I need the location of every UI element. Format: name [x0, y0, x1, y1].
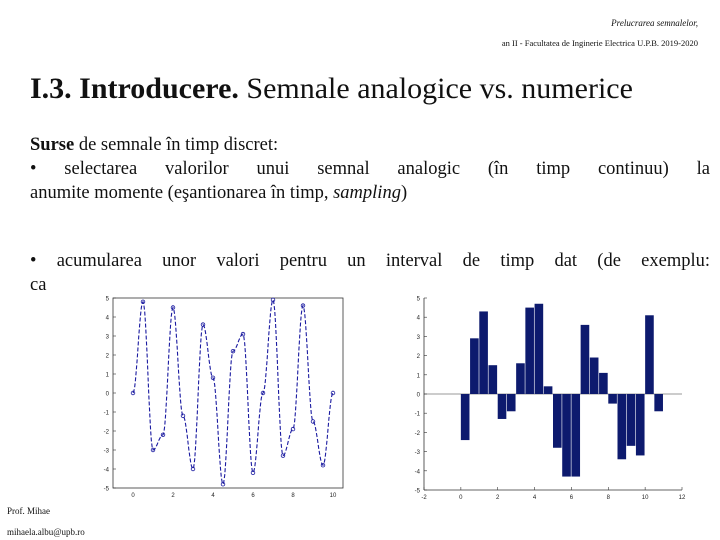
- y-tick-label: 3: [105, 334, 109, 341]
- y-tick-label: 5: [416, 296, 420, 303]
- title-bold: I.3. Introducere.: [30, 72, 239, 105]
- y-tick-label: 0: [416, 392, 420, 399]
- x-tick-label: 2: [171, 493, 175, 499]
- plot-frame: [113, 298, 343, 488]
- sampling-text-a: anumite momente (eşantionarea în timp,: [30, 183, 334, 203]
- sources-word: Surse: [30, 135, 75, 155]
- y-tick-label: -5: [414, 488, 420, 495]
- y-tick-label: 5: [105, 296, 109, 303]
- x-tick-label: 10: [329, 493, 337, 499]
- y-tick-label: 1: [416, 373, 420, 380]
- y-tick-label: -1: [103, 410, 109, 417]
- y-tick-label: 0: [105, 391, 109, 398]
- y-tick-label: -3: [103, 448, 109, 455]
- x-tick-label: 0: [131, 493, 135, 499]
- y-tick-label: 4: [416, 315, 420, 322]
- bullet-sampling: • selectarea valorilor unui semnal analogic (în timp continuu) la: [30, 159, 710, 179]
- bar: [571, 394, 580, 477]
- y-tick-label: -5: [103, 486, 109, 493]
- y-tick-label: -4: [414, 469, 420, 476]
- x-tick-label: 8: [291, 493, 295, 499]
- institution-header: an II - Facultatea de Inginerie Electrica U.P.B. 2019-2020: [501, 38, 698, 48]
- bar: [489, 365, 498, 394]
- bar: [618, 394, 627, 459]
- paragraph-sources: [30, 133, 710, 157]
- sample-point: [331, 391, 335, 395]
- y-tick-label: -1: [414, 411, 420, 418]
- bullet-sampling-cont: [30, 181, 710, 205]
- accumulated-values-chart: [402, 290, 690, 510]
- signal-curve: [133, 300, 333, 484]
- bar: [535, 304, 544, 394]
- sampled-signal-chart: [85, 290, 350, 505]
- slide-title: [30, 72, 633, 106]
- bar: [627, 394, 636, 446]
- x-tick-label: 0: [459, 495, 463, 501]
- author-footer: Prof. Mihae: [7, 506, 50, 516]
- x-tick-label: 10: [641, 495, 649, 501]
- y-tick-label: -4: [103, 467, 109, 474]
- sampling-italic: sampling: [333, 183, 401, 203]
- bar: [645, 315, 654, 394]
- x-tick-label: 4: [532, 495, 537, 501]
- bullet-accumulation: • acumularea unor valori pentru un interval de timp dat (de exemplu:: [30, 251, 710, 271]
- bar: [470, 338, 479, 394]
- x-tick-label: 2: [496, 495, 500, 501]
- x-tick-label: 8: [606, 495, 610, 501]
- bar: [516, 363, 525, 394]
- bar: [479, 311, 488, 394]
- title-rest: Semnale analogice vs. numerice: [238, 72, 633, 105]
- bar: [498, 394, 507, 419]
- bar: [525, 308, 534, 394]
- course-header: Prelucrarea semnalelor,: [611, 18, 698, 28]
- y-tick-label: 4: [105, 315, 109, 322]
- x-tick-label: -2: [421, 495, 427, 501]
- bar: [544, 386, 553, 394]
- x-tick-label: 6: [251, 493, 255, 499]
- x-tick-label: 4: [211, 493, 215, 499]
- sources-rest: de semnale în timp discret:: [74, 135, 279, 155]
- y-tick-label: 1: [105, 372, 109, 379]
- y-tick-label: -2: [414, 430, 420, 437]
- bar: [608, 394, 617, 404]
- bar: [654, 394, 663, 411]
- bullet-accumulation-cont: ca: [30, 275, 47, 295]
- y-tick-label: 2: [105, 353, 109, 360]
- bar: [461, 394, 470, 440]
- bar: [599, 373, 608, 394]
- sampling-text-b: ): [400, 183, 408, 203]
- bar: [590, 358, 599, 394]
- bar: [562, 394, 571, 477]
- x-tick-label: 12: [678, 495, 686, 501]
- y-tick-label: 2: [416, 354, 420, 361]
- x-tick-label: 6: [569, 495, 574, 501]
- email-footer: mihaela.albu@upb.ro: [7, 527, 85, 537]
- bar: [636, 394, 645, 455]
- bar: [507, 394, 516, 411]
- bar: [553, 394, 562, 448]
- sample-point: [311, 420, 315, 424]
- y-tick-label: -3: [414, 450, 420, 457]
- y-tick-label: -2: [103, 429, 109, 436]
- bar: [581, 325, 590, 394]
- y-tick-label: 3: [416, 334, 420, 341]
